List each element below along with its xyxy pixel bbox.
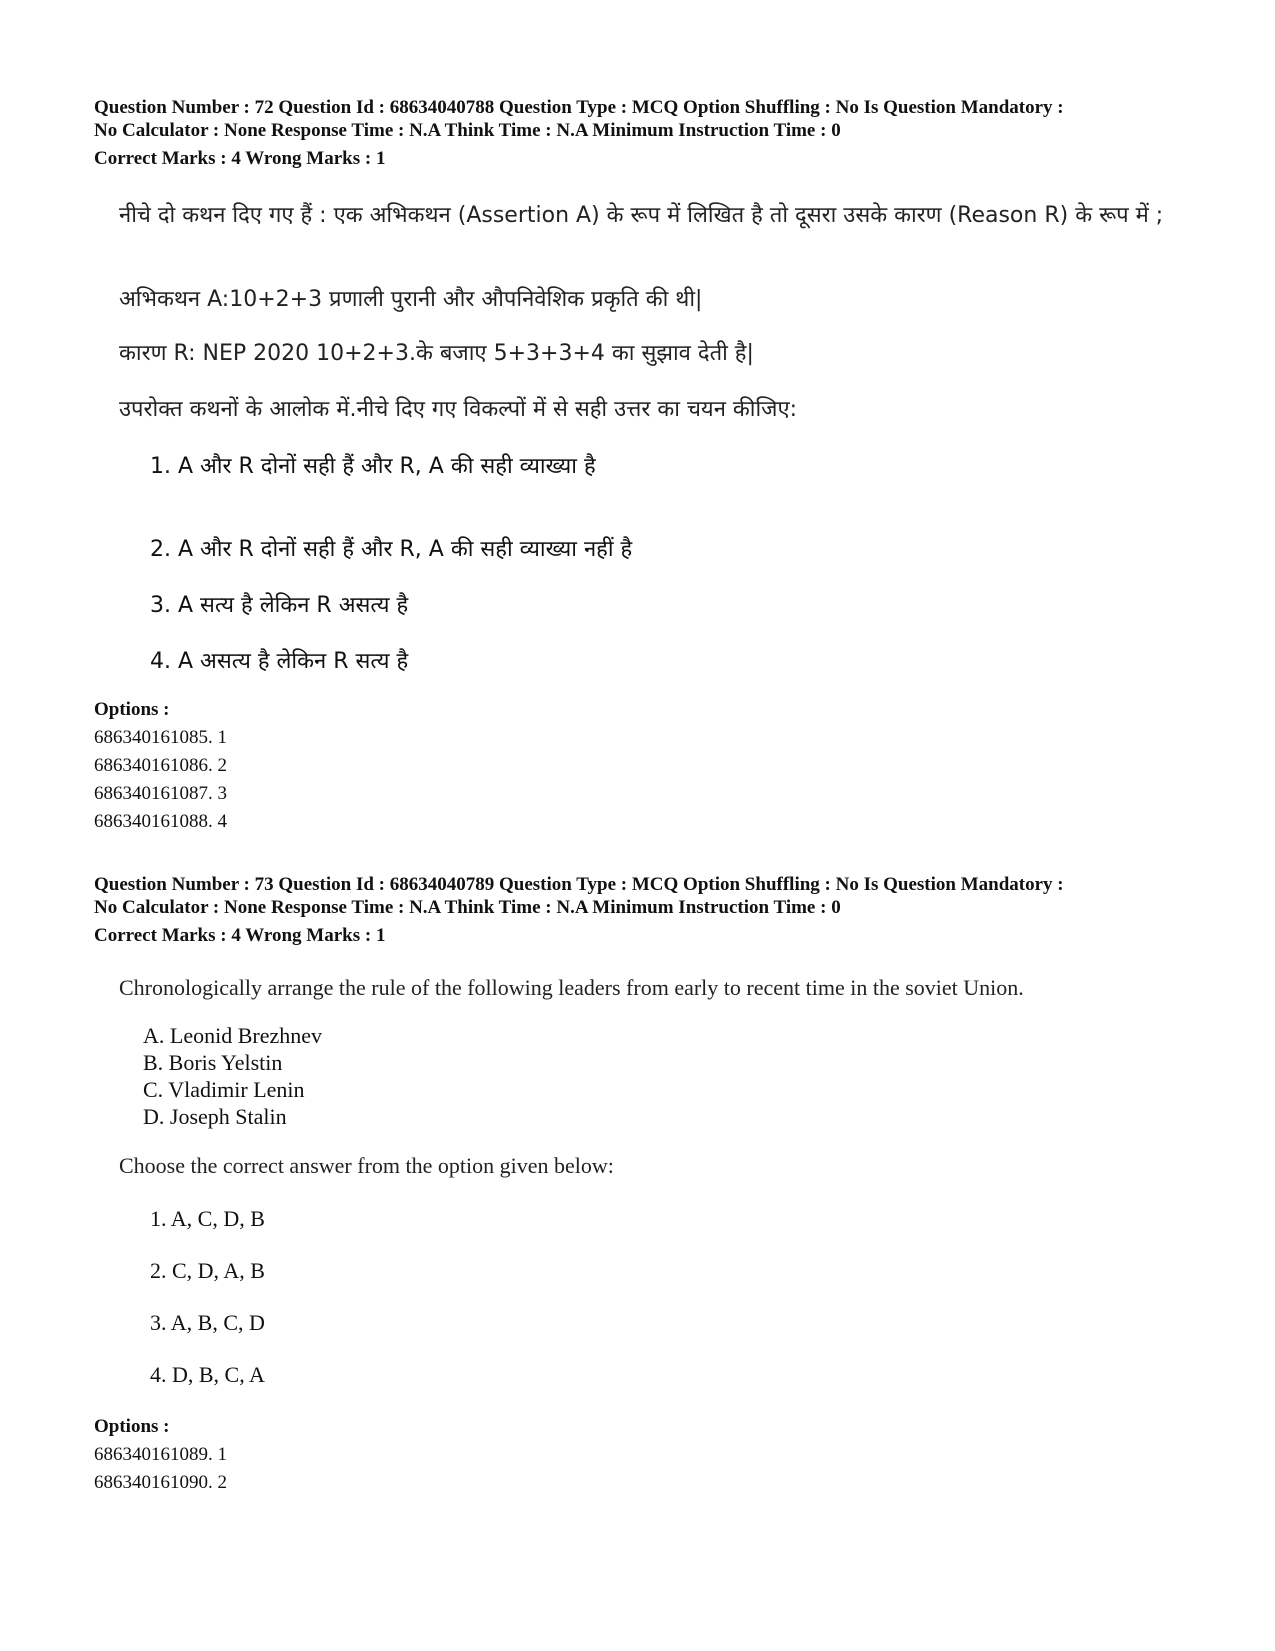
question-instruction: Choose the correct answer from the option given below: [119, 1153, 614, 1178]
question-meta-line-1: Question Number : 72 Question Id : 68634040788 Question Type : MCQ Option Shuffling : No Is Question Mandatory : [94, 97, 1064, 118]
answer-choice-3: 3. A, B, C, D [150, 1310, 265, 1335]
answer-choice-4: 4. A असत्य है लेकिन R सत्य है [150, 649, 409, 674]
option-item: 686340161085. 1 [94, 727, 227, 748]
question-marks: Correct Marks : 4 Wrong Marks : 1 [94, 148, 386, 169]
option-item: 686340161086. 2 [94, 755, 227, 776]
answer-choice-1: 1. A, C, D, B [150, 1206, 265, 1231]
question-instruction: उपरोक्त कथनों के आलोक में.नीचे दिए गए विकल्पों में से सही उत्तर का चयन कीजिए: [119, 397, 798, 422]
option-item: 686340161089. 1 [94, 1444, 227, 1465]
question-meta-line-1: Question Number : 73 Question Id : 68634040789 Question Type : MCQ Option Shuffling : No Is Question Mandatory : [94, 874, 1064, 895]
answer-choice-2: 2. C, D, A, B [150, 1258, 265, 1283]
leader-item-d: D. Joseph Stalin [143, 1104, 287, 1129]
leader-item-c: C. Vladimir Lenin [143, 1077, 305, 1102]
question-reason: कारण R: NEP 2020 10+2+3.के बजाए 5+3+3+4 का सुझाव देती है| [119, 341, 754, 366]
answer-choice-1: 1. A और R दोनों सही हैं और R, A की सही व्याख्या है [150, 454, 596, 479]
question-marks: Correct Marks : 4 Wrong Marks : 1 [94, 925, 386, 946]
leader-item-a: A. Leonid Brezhnev [143, 1023, 322, 1048]
option-item: 686340161088. 4 [94, 811, 227, 832]
option-item: 686340161087. 3 [94, 783, 227, 804]
options-heading: Options : [94, 1416, 170, 1437]
question-meta-line-2: No Calculator : None Response Time : N.A Think Time : N.A Minimum Instruction Time : 0 [94, 120, 841, 141]
question-intro: नीचे दो कथन दिए गए हैं : एक अभिकथन (Assertion A) के रूप में लिखित है तो दूसरा उसके कारण (Reason R) के रूप में ; [119, 203, 1164, 228]
option-item: 686340161090. 2 [94, 1472, 227, 1493]
answer-choice-4: 4. D, B, C, A [150, 1362, 265, 1387]
leader-item-b: B. Boris Yelstin [143, 1050, 283, 1075]
question-meta-line-2: No Calculator : None Response Time : N.A Think Time : N.A Minimum Instruction Time : 0 [94, 897, 841, 918]
answer-choice-2: 2. A और R दोनों सही हैं और R, A की सही व्याख्या नहीं है [150, 537, 633, 562]
question-assertion: अभिकथन A:10+2+3 प्रणाली पुरानी और औपनिवेशिक प्रकृति की थी| [119, 287, 703, 312]
question-prompt: Chronologically arrange the rule of the following leaders from early to recent time in the soviet Union. [119, 975, 1024, 1000]
options-heading: Options : [94, 699, 170, 720]
answer-choice-3: 3. A सत्य है लेकिन R असत्य है [150, 593, 409, 618]
